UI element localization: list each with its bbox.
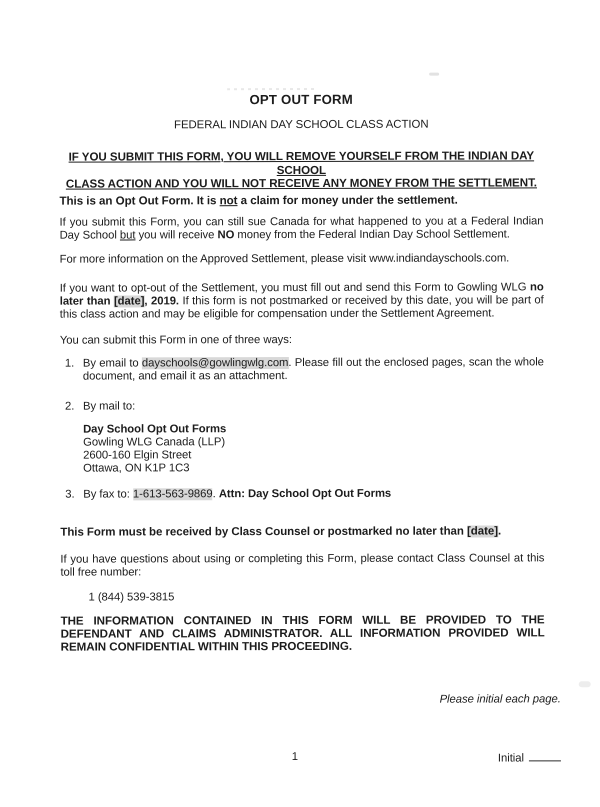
deadline-statement bbox=[60, 525, 544, 539]
item1-text-start: By email to bbox=[82, 357, 142, 370]
optout-year-bold: , 2019. bbox=[144, 295, 180, 308]
page-title: OPT OUT FORM bbox=[249, 91, 353, 108]
sue-text-end: money from the Federal Indian Day School Settlement. bbox=[234, 228, 510, 242]
item1-number: 1. bbox=[64, 357, 75, 370]
item3-text-start: By fax to: bbox=[83, 488, 133, 501]
intro-text: This is an Opt Out Form. It is bbox=[59, 194, 220, 208]
item2-number: 2. bbox=[64, 400, 75, 413]
warning-line-2: CLASS ACTION AND YOU WILL NOT RECEIVE ANY MONEY FROM THE SETTLEMENT. bbox=[65, 176, 538, 191]
intro-statement bbox=[59, 193, 543, 207]
phone-number: 1 (844) 539-3815 bbox=[88, 591, 175, 604]
optout-text-end: If this form is not postmarked or received by this date, you will be part of this class action and may be eligible for compensation under the Settlement Agreement. bbox=[59, 294, 544, 321]
initial-field bbox=[498, 750, 561, 765]
more-info-line: For more information on the Approved Settlement, please visit www.indiandayschools.com. bbox=[59, 252, 510, 266]
sue-no-bold: NO bbox=[217, 229, 235, 242]
item3-period: . bbox=[212, 488, 219, 501]
list-item-fax bbox=[60, 487, 544, 501]
date-placeholder-highlight: [date] bbox=[113, 295, 145, 308]
warning-line-1: IF YOU SUBMIT THIS FORM, YOU WILL REMOVE YOURSELF FROM THE INDIAN DAY SCHOOL bbox=[68, 149, 535, 177]
scan-artifact bbox=[227, 88, 315, 90]
intro-text-end: a claim for money under the settlement. bbox=[237, 193, 458, 208]
item1-text bbox=[83, 356, 544, 383]
questions-paragraph: If you have questions about using or completing this Form, please contact Class Counsel at this toll free number: bbox=[60, 552, 545, 579]
intro-not-underlined: not bbox=[219, 194, 238, 208]
deadline-period: . bbox=[498, 525, 502, 538]
optout-paragraph bbox=[60, 281, 544, 321]
scan-artifact bbox=[429, 73, 439, 76]
case-subtitle: FEDERAL INDIAN DAY SCHOOL CLASS ACTION bbox=[174, 118, 429, 132]
address-line-3: Ottawa, ON K1P 1C3 bbox=[83, 462, 190, 475]
mailing-address-block bbox=[83, 423, 383, 476]
initial-blank[interactable] bbox=[529, 750, 561, 761]
fax-number-highlight: 1-613-563-9869 bbox=[132, 488, 213, 501]
address-line-2: 2600-160 Elgin Street bbox=[83, 449, 192, 462]
item3-number: 3. bbox=[65, 488, 75, 501]
deadline-text: This Form must be received by Class Counsel or postmarked no later than bbox=[60, 525, 468, 539]
optout-text: If you want to opt-out of the Settlement, you must fill out and send this Form to Gowling WLG bbox=[59, 281, 531, 295]
initial-each-page-note: Please initial each page. bbox=[439, 693, 561, 706]
email-address-highlight: dayschools@gowlingwlg.com bbox=[141, 357, 289, 370]
ways-intro-line: You can submit this Form in one of three ways: bbox=[59, 334, 292, 347]
deadline-date-highlight: [date] bbox=[467, 525, 499, 538]
sue-paragraph bbox=[60, 215, 544, 242]
initial-label: Initial bbox=[497, 752, 524, 765]
list-item-mail bbox=[60, 399, 544, 413]
confidentiality-statement: THE INFORMATION CONTAINED IN THIS FORM WILL BE PROVIDED TO THE DEFENDANT AND CLAIMS ADMINISTRATOR. ALL INFORMATION PROVIDED WILL REMAIN CONFIDENTIAL WITHIN THIS PROCEEDING. bbox=[60, 613, 545, 654]
sue-text-mid: you will receive bbox=[135, 229, 218, 242]
page-number: 1 bbox=[291, 751, 299, 764]
list-item-email bbox=[60, 356, 544, 383]
sue-text: If you submit this Form, you can still sue Canada for what happened to you at a Federal Indian Day School bbox=[59, 215, 544, 242]
item2-text: By mail to: bbox=[82, 400, 136, 413]
item1-text-end: . Please fill out the enclosed pages, scan the whole document, and email it as an attachment. bbox=[82, 356, 544, 383]
fax-attn-bold: Attn: Day School Opt Out Forms bbox=[218, 487, 392, 501]
optout-deadline-bold: no later than bbox=[59, 281, 544, 308]
warning-statement bbox=[59, 149, 543, 191]
item3-text bbox=[83, 487, 544, 501]
address-name: Day School Opt Out Forms bbox=[83, 423, 227, 436]
sue-but-underlined: but bbox=[119, 229, 136, 242]
scan-artifact bbox=[579, 681, 591, 687]
address-line-1: Gowling WLG Canada (LLP) bbox=[83, 436, 226, 449]
